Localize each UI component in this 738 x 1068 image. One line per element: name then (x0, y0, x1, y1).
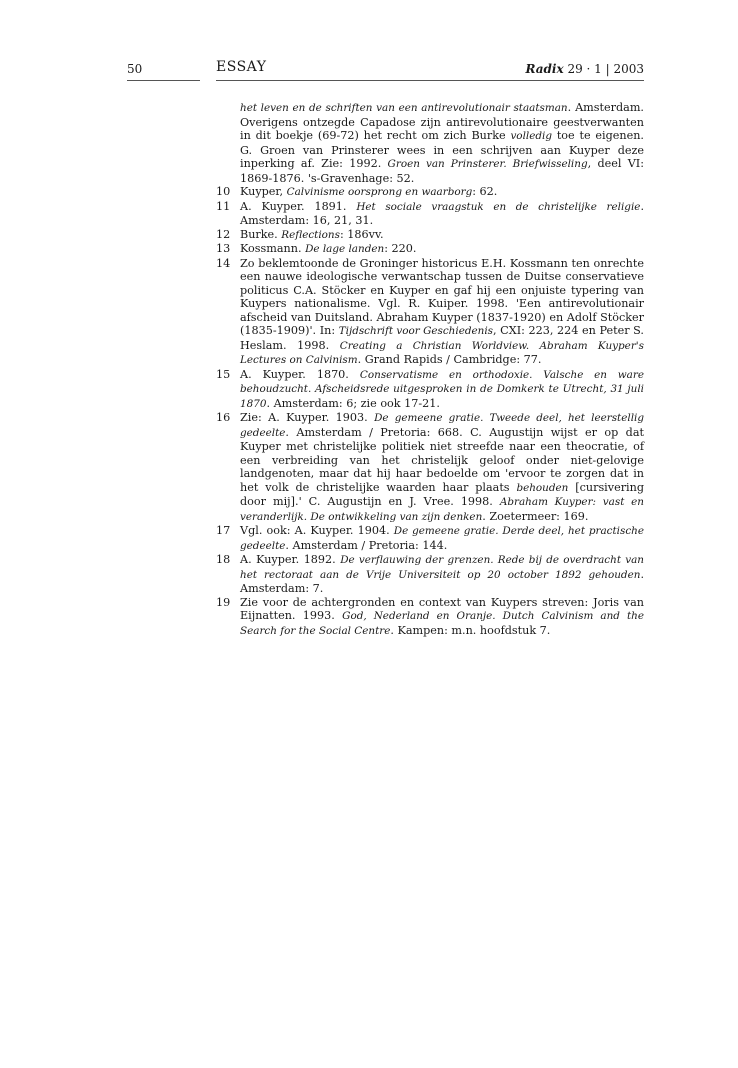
footnote-text: A. Kuyper. 1891. (240, 199, 357, 213)
footnote-text: Burke. (240, 227, 282, 241)
footnote-text: . Zoetermeer: 169. (482, 509, 589, 523)
footnote (216, 596, 644, 639)
footnote (216, 242, 644, 257)
footnote-number: 12 (216, 227, 231, 241)
header-left (127, 58, 200, 81)
footnote-text: . Amsterdam / Pretoria: 144. (285, 538, 448, 552)
footnote-text: [cursivering door mij].' C. Augustijn en J. Vree. 1998. (240, 480, 644, 508)
footnote-text: , deel VI: 1869-1876. 's-Gravenhage: 52. (240, 157, 644, 185)
footnotes (216, 101, 644, 638)
footnote-text: toe te eigenen. G. Groen van Prinsterer wees in een schrijven aan Kuyper deze inperking af. Zie: 1992. (240, 129, 644, 170)
footnote-title-text: De gemeene gratie. Tweede deel, het leerstellig gedeelte (240, 412, 644, 439)
footnote-text: , CXI: 223, 224 en Peter S. Heslam. 1998. (240, 324, 644, 352)
footnote (216, 411, 644, 524)
footnote-number: 13 (216, 242, 231, 255)
footnote-title-text: Abraham Kuyper: vast en veranderlijk. De ontwikkeling van zijn denken (240, 496, 644, 523)
section-title: ESSAY (216, 59, 267, 75)
footnote-number: 14 (216, 256, 231, 270)
footnote-title-text: God, Nederland en Oranje. Dutch Calvinism and the Search for the Social Centre (240, 610, 645, 637)
journal-issue: 29 · 1 | 2003 (563, 62, 644, 76)
footnote (216, 257, 644, 368)
footnote-title-text: het leven en de schriften van een antirevolutionair staatsman (240, 102, 568, 114)
footnote-text: . Amsterdam / Pretoria: 668. C. Augustijn wijst er op dat Kuyper met christelijke politiek niet streefde naar een theocratie, of een verbreiding van het christelijk geloof onder niet-gelovige landgenoten, maar dat hij haar bedoelde om 'ervoor te zorgen dat in het volk de christelijke waarden haar plaats (240, 425, 644, 494)
footnote-text: : 62. (472, 185, 498, 198)
footnote (216, 553, 644, 596)
journal-name: Radix (525, 62, 564, 76)
footnote-text: Zo beklemtoonde de Groninger historicus E.H. Kossmann ten onrechte een nauwe ideologische verwantschap tussen de Duitse conservatieve politicus C.A. Stöcker en Kuyper en gaf hij een onjuiste typering van Kuypers nationalisme. Vgl. R. Kuiper. 1998. 'Een antirevolutionair afscheid van Duitsland. Abraham Kuyper (1837-1920) en Adolf Stöcker (1835-1909)'. In: (240, 256, 644, 337)
footnote-title-text: De gemeene gratie. Derde deel, het practische gedeelte (240, 525, 644, 552)
footnote-number: 19 (216, 595, 231, 609)
footnote-text: . Amsterdam: 6; zie ook 17-21. (266, 396, 440, 410)
footnote-title-text: Het sociale vraagstuk en de christelijke religie (356, 200, 641, 213)
footnote-text: A. Kuyper. 1870. (240, 367, 360, 381)
footnote-text: Vgl. ook: A. Kuyper. 1904. (240, 524, 394, 537)
footnote-number: 18 (216, 553, 231, 566)
footnote-text: . Grand Rapids / Cambridge: 77. (357, 353, 542, 366)
footnote-title-text: Creating a Christian Worldview. Abraham Kuyper's Lectures on Calvinism (240, 339, 644, 366)
footnote (216, 101, 644, 185)
footnote-number: 10 (216, 185, 231, 198)
footnote-text: A. Kuyper. 1892. (240, 553, 341, 566)
running-header (216, 58, 644, 81)
footnote-title-text: De verflauwing der grenzen. Rede bij de overdracht van het rectoraat aan de Vrije Universiteit op 20 october 1892 gehouden (240, 554, 644, 581)
footnote-number: 17 (216, 524, 231, 537)
footnote (216, 524, 644, 553)
footnote (216, 368, 644, 412)
footnote-text: . Kampen: m.n. hoofdstuk 7. (390, 623, 551, 637)
footnote-number: 15 (216, 367, 231, 381)
footnote-number: 11 (216, 199, 231, 213)
footnote-title-text: Groen van Prinsterer. Briefwisseling (387, 158, 588, 170)
footnote-title-text: behouden (516, 481, 569, 494)
footnote-text: . Amsterdam: 16, 21, 31. (240, 199, 644, 227)
footnote (216, 200, 644, 228)
footnote-text: : 220. (384, 242, 417, 255)
footnote-title-text: De lage landen (305, 243, 385, 255)
page-number: 50 (127, 62, 143, 76)
footnote-number: 16 (216, 411, 231, 424)
footnote-text: Zie: A. Kuyper. 1903. (240, 411, 375, 424)
footnote-title-text: Calvinisme oorsprong en waarborg (286, 186, 473, 198)
footnote-title-text: Tijdschrift voor Geschiedenis (338, 325, 493, 337)
footnote-title-text: volledig (510, 130, 552, 142)
footnote-text: Zie voor de achtergronden en context van Kuypers streven: Joris van Eijnatten. 1993. (240, 595, 644, 622)
footnote-text: Kuyper, (240, 185, 287, 198)
footnote-text: : 186vv. (339, 227, 384, 241)
footnote-text: . Amsterdam. Overigens ontzegde Capadose zijn antirevolutionaire geestverwanten in dit boekje (69-72) het recht om zich Burke (240, 101, 644, 142)
footnote-title-text: Reflections (281, 228, 340, 241)
footnote-text: . Amsterdam: 7. (240, 567, 644, 595)
footnote-text: Kossmann. (240, 242, 306, 255)
footnote (216, 185, 644, 200)
footnote (216, 228, 644, 243)
footnote-title-text: Conservatisme en orthodoxie. Valsche en ware behoudzucht. Afscheidsrede uitgesproken in de Domkerk te Utrecht, 31 juli 1870 (240, 368, 644, 410)
journal-reference (525, 62, 644, 76)
